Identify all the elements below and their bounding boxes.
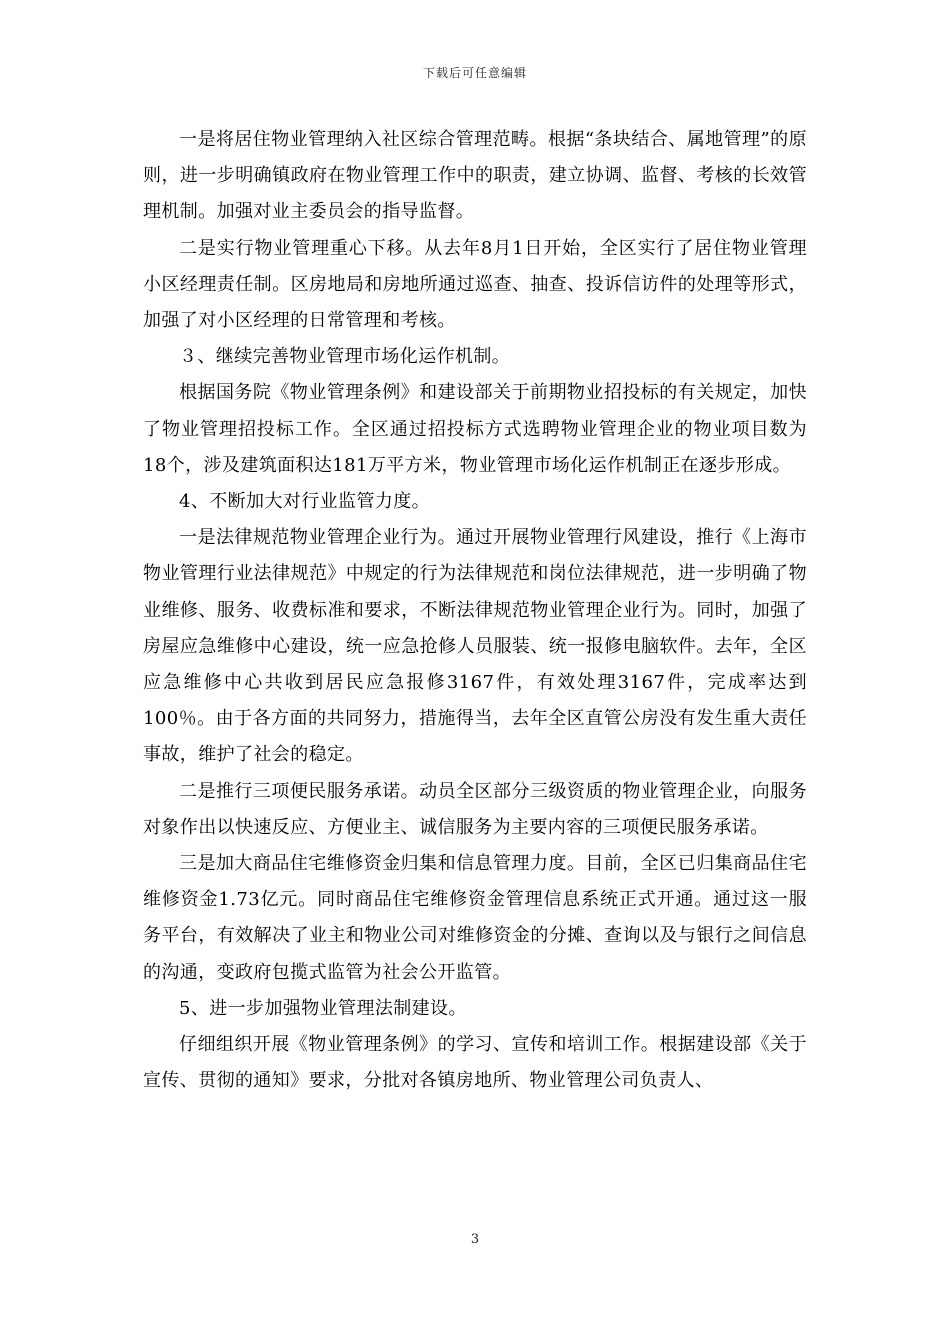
paragraph-7: 二是推行三项便民服务承诺。动员全区部分三级资质的物业管理企业，向服务对象作出以快速反应、方便业主、诚信服务为主要内容的三项便民服务承诺。	[143, 780, 807, 838]
section-heading-3: ３、继续完善物业管理市场化运作机制。	[179, 346, 511, 368]
page-header: 下载后可任意编辑	[422, 66, 527, 80]
paragraph-4: 根据国务院《物业管理条例》和建设部关于前期物业招投标的有关规定，加快了物业管理招投标工作。全区通过招投标方式选聘物业管理企业的物业项目数为18个，涉及建筑面积达181万平方米，物业管理市场化运作机制正在逐步形成。	[143, 382, 807, 476]
section-heading-4: 4、不断加大对行业监管力度。	[179, 491, 431, 513]
paragraph-10: 仔细组织开展《物业管理条例》的学习、宣传和培训工作。根据建设部《关于宣传、贯彻的通知》要求，分批对各镇房地所、物业管理公司负责人、	[143, 1034, 807, 1092]
paragraph-6: 一是法律规范物业管理企业行为。通过开展物业管理行风建设，推行《上海市物业管理行业法律规范》中规定的行为法律规范和岗位法律规范，进一步明确了物业维修、服务、收费标准和要求，不断法律规范物业管理企业行为。同时，加强了房屋应急维修中心建设，统一应急抢修人员服装、统一报修电脑软件。去年，全区应急维修中心共收到居民应急报修3167件，有效处理3167件，完成率达到100％。由于各方面的共同努力，措施得当，去年全区直管公房没有发生重大责任事故，维护了社会的稳定。	[143, 527, 807, 766]
paragraph-8: 三是加大商品住宅维修资金归集和信息管理力度。目前，全区已归集商品住宅维修资金1.73亿元。同时商品住宅维修资金管理信息系统正式开通。通过这一服务平台，有效解决了业主和物业公司对维修资金的分摊、查询以及与银行之间信息的沟通，变政府包揽式监管为社会公开监管。	[143, 853, 807, 983]
section-heading-5: 5、进一步加强物业管理法制建设。	[179, 997, 467, 1019]
document-body	[143, 122, 807, 1099]
paragraph-2: 二是实行物业管理重心下移。从去年8月1日开始，全区实行了居住物业管理小区经理责任制。区房地局和房地所通过巡查、抽查、投诉信访件的处理等形式，加强了对小区经理的日常管理和考核。	[143, 237, 807, 332]
page-number: 3	[470, 1232, 480, 1247]
paragraph-1: 一是将居住物业管理纳入社区综合管理范畴。根据“条块结合、属地管理”的原则，进一步明确镇政府在物业管理工作中的职责，建立协调、监督、考核的长效管理机制。加强对业主委员会的指导监督。	[143, 129, 807, 223]
